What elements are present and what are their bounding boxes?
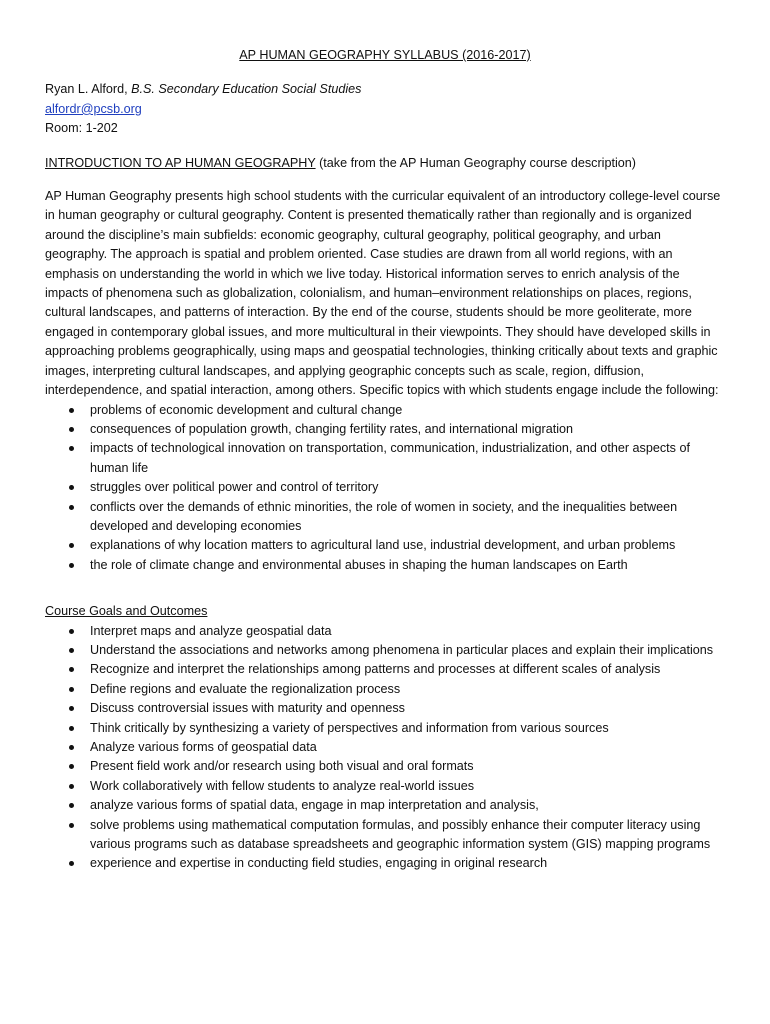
list-item: analyze various forms of spatial data, engage in map interpretation and analysis, [45, 796, 725, 815]
list-item: the role of climate change and environmental abuses in shaping the human landscapes on Earth [45, 556, 725, 575]
goals-heading: Course Goals and Outcomes [45, 604, 208, 619]
list-item: struggles over political power and control of territory [45, 478, 725, 497]
list-item: explanations of why location matters to agricultural land use, industrial development, and urban problems [45, 536, 725, 555]
email-link[interactable]: alfordr@pcsb.org [45, 101, 142, 116]
list-item: problems of economic development and cultural change [45, 401, 725, 420]
list-item: Think critically by synthesizing a variety of perspectives and information from various sources [45, 719, 725, 738]
author-name: Ryan L. Alford, [45, 82, 132, 97]
topics-list [45, 401, 725, 576]
author-line [45, 80, 725, 99]
list-item: Recognize and interpret the relationships among patterns and processes at different scales of analysis [45, 660, 725, 679]
list-item: Define regions and evaluate the regionalization process [45, 680, 725, 699]
intro-heading-note: (take from the AP Human Geography course description) [315, 155, 636, 170]
intro-paragraph: AP Human Geography presents high school students with the curricular equivalent of an introductory college-level course in human geography or cultural geography. Content is presented thematically rather than regionally and is organized around the discipline’s main subfields: economic geography, cultural geography, political geography, and urban geography. The approach is spatial and problem oriented. Case studies are drawn from all world regions, with an emphasis on understanding the world in which we live today. Historical information serves to enrich analysis of the impacts of phenomena such as globalization, colonialism, and human–environment relationships on places, regions, cultural landscapes, and patterns of interaction. By the end of the course, students should be more geoliterate, more engaged in contemporary global issues, and more multicultural in their viewpoints. They should have developed skills in approaching problems geographically, using maps and geospatial technologies, thinking critically about texts and graphic images, interpreting cultural landscapes, and applying geographic concepts such as scale, region, diffusion, interdependence, and spatial interaction, among others. Specific topics with which students engage include the following: [45, 189, 721, 398]
goals-list [45, 622, 725, 874]
list-item: conflicts over the demands of ethnic minorities, the role of women in society, and the inequalities between developed and developing economies [45, 498, 725, 537]
room-number: Room: 1-202 [45, 121, 118, 136]
author-credential: B.S. Secondary Education Social Studies [131, 82, 362, 97]
page-title: AP HUMAN GEOGRAPHY SYLLABUS (2016-2017) [239, 48, 531, 62]
list-item: consequences of population growth, changing fertility rates, and international migration [45, 420, 725, 439]
list-item: solve problems using mathematical computation formulas, and possibly enhance their computer literacy using various programs such as database spreadsheets and geographic information system (GIS) mapping programs [45, 816, 725, 855]
list-item: Discuss controversial issues with maturity and openness [45, 699, 725, 718]
list-item: Interpret maps and analyze geospatial data [45, 622, 725, 641]
list-item: Understand the associations and networks among phenomena in particular places and explain their implications [45, 641, 725, 660]
document-page [45, 46, 725, 874]
intro-heading: INTRODUCTION TO AP HUMAN GEOGRAPHY [45, 155, 316, 170]
list-item: experience and expertise in conducting field studies, engaging in original research [45, 854, 725, 873]
list-item: impacts of technological innovation on transportation, communication, industrialization, and other aspects of human life [45, 439, 725, 478]
section-spacer [45, 575, 725, 602]
list-item: Present field work and/or research using both visual and oral formats [45, 757, 725, 776]
list-item: Work collaboratively with fellow students to analyze real-world issues [45, 777, 725, 796]
intro-heading-line [45, 154, 725, 173]
list-item: Analyze various forms of geospatial data [45, 738, 725, 757]
